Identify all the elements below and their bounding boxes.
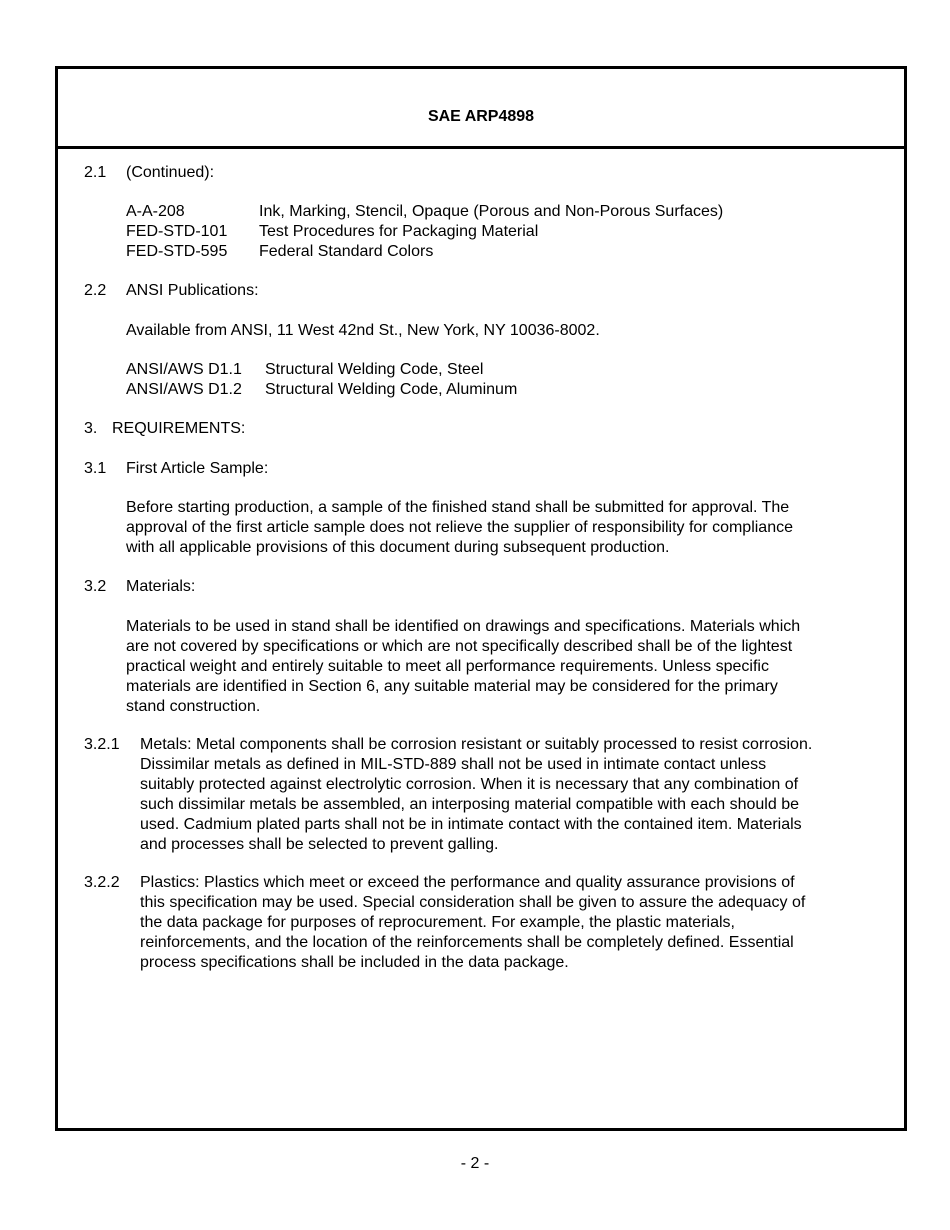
paragraph-line: Materials to be used in stand shall be identified on drawings and specifications. Materials which (126, 618, 801, 635)
section-number: 2.2 (84, 282, 107, 299)
section-heading: Materials: (126, 578, 196, 595)
section-paragraph (140, 735, 812, 855)
section-number: 3. (84, 420, 98, 437)
document-title: SAE ARP4898 (427, 108, 535, 125)
section-number: 3.2.1 (84, 736, 120, 753)
section-paragraph (126, 617, 800, 717)
paragraph-line: used. Cadmium plated parts shall not be in intimate contact with the contained item. Materials (140, 816, 802, 833)
paragraph-line: practical weight and entirely suitable to meet all performance requirements. Unless specific (126, 658, 769, 675)
reference-code: FED-STD-595 (126, 243, 228, 260)
paragraph-line: Dissimilar metals as defined in MIL-STD-889 shall not be used in intimate contact unless (140, 756, 767, 773)
paragraph-line: with all applicable provisions of this document during subsequent production. (126, 539, 670, 556)
reference-code: ANSI/AWS D1.2 (126, 381, 242, 398)
section-number: 3.2.2 (84, 874, 120, 891)
page-number: - 2 - (460, 1155, 490, 1172)
reference-item (126, 242, 723, 262)
paragraph-line: reinforcements, and the location of the reinforcements shall be completely defined. Essential (140, 934, 794, 951)
reference-item (126, 360, 517, 380)
paragraph-line: Plastics: Plastics which meet or exceed the performance and quality assurance provisions of (140, 874, 795, 891)
paragraph-line: Before starting production, a sample of the finished stand shall be submitted for approval. The (126, 499, 790, 516)
section-number: 3.2 (84, 578, 107, 595)
paragraph-line: stand construction. (126, 698, 261, 715)
availability-text: Available from ANSI, 11 West 42nd St., New York, NY 10036-8002. (126, 322, 600, 339)
paragraph-line: materials are identified in Section 6, any suitable material may be considered for the primary (126, 678, 778, 695)
section-heading: First Article Sample: (126, 460, 269, 477)
reference-code: ANSI/AWS D1.1 (126, 361, 242, 378)
reference-list (126, 360, 517, 400)
section-heading: (Continued): (126, 164, 215, 181)
page-header (58, 69, 904, 149)
section-number: 2.1 (84, 164, 107, 181)
reference-item (126, 380, 517, 400)
paragraph-line: such dissimilar metals be assembled, an interposing material compatible with each should be (140, 796, 799, 813)
reference-title: Ink, Marking, Stencil, Opaque (Porous and Non-Porous Surfaces) (259, 203, 724, 220)
paragraph-line: and processes shall be selected to prevent galling. (140, 836, 499, 853)
paragraph-line: approval of the first article sample does not relieve the supplier of responsibility for compliance (126, 519, 793, 536)
section-paragraph (126, 498, 793, 558)
section-heading: ANSI Publications: (126, 282, 259, 299)
paragraph-line: this specification may be used. Special consideration shall be given to assure the adequacy of (140, 894, 806, 911)
paragraph-line: the data package for purposes of reprocurement. For example, the plastic materials, (140, 914, 735, 931)
paragraph-line: process specifications shall be included in the data package. (140, 954, 569, 971)
reference-title: Test Procedures for Packaging Material (259, 223, 539, 240)
section-number: 3.1 (84, 460, 107, 477)
reference-code: FED-STD-101 (126, 223, 228, 240)
section-heading: REQUIREMENTS: (112, 420, 246, 437)
paragraph-line: Metals: Metal components shall be corrosion resistant or suitably processed to resist corrosion. (140, 736, 813, 753)
reference-title: Federal Standard Colors (259, 243, 434, 260)
reference-item (126, 202, 723, 222)
paragraph-line: are not covered by specifications or which are not specifically described shall be of the lightest (126, 638, 793, 655)
section-paragraph (140, 873, 805, 973)
paragraph-line: suitably protected against electrolytic corrosion. When it is necessary that any combination of (140, 776, 799, 793)
reference-item (126, 222, 723, 242)
reference-title: Structural Welding Code, Aluminum (265, 381, 518, 398)
reference-title: Structural Welding Code, Steel (265, 361, 484, 378)
reference-list (126, 202, 723, 262)
reference-code: A-A-208 (126, 203, 185, 220)
